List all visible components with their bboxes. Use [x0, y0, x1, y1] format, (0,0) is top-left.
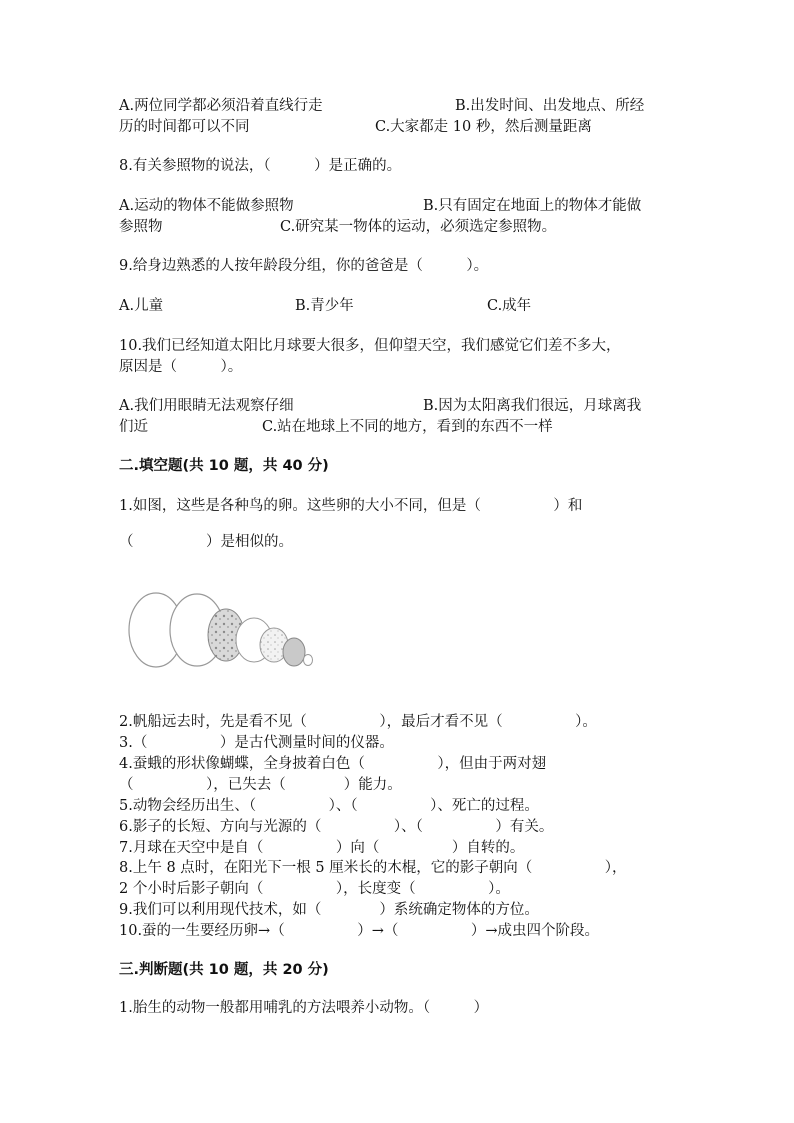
- fill-question-6: 6.影子的长短、方向与光源的（ ）、（ ）有关。: [119, 819, 554, 835]
- q10-option-c: C.站在地球上不同的地方，看到的东西不一样: [262, 419, 553, 435]
- fill-question-4: 4.蚕蛾的形状像蝴蝶，全身披着白色（ ），但由于两对翅: [119, 756, 547, 772]
- section-3-title: 三.判断题(共 10 题，共 20 分): [119, 962, 329, 978]
- q7-option-b: B.出发时间、出发地点、所经: [455, 98, 645, 114]
- question-10-continued: 原因是（ ）。: [119, 359, 243, 375]
- bird-eggs-illustration: [126, 590, 326, 672]
- q7-option-a: A.两位同学都必须沿着直线行走: [119, 98, 323, 114]
- fill-question-4-continued: （ ），已失去（ ）能力。: [119, 777, 402, 793]
- fill-question-9: 9.我们可以利用现代技术，如（ ）系统确定物体的方位。: [119, 902, 539, 918]
- fill-question-2: 2.帆船远去时，先是看不见（ ），最后才看不见（ ）。: [119, 714, 597, 730]
- q10-option-b-continued: 们近: [119, 419, 148, 435]
- fill-question-5: 5.动物会经历出生、（ ）、（ ）、死亡的过程。: [119, 798, 539, 814]
- fill-question-8: 8.上午 8 点时，在阳光下一根 5 厘米长的木棍，它的影子朝向（ ），: [119, 860, 627, 876]
- question-8: 8.有关参照物的说法，（ ）是正确的。: [119, 158, 402, 174]
- q8-option-c: C.研究某一物体的运动，必须选定参照物。: [280, 219, 557, 235]
- question-9: 9.给身边熟悉的人按年龄段分组，你的爸爸是（ ）。: [119, 258, 489, 274]
- question-10: 10.我们已经知道太阳比月球要大很多，但仰望天空，我们感觉它们差不多大，: [119, 338, 621, 354]
- fill-question-1-continued: （ ）是相似的。: [119, 534, 293, 550]
- fill-question-1: 1.如图，这些是各种鸟的卵。这些卵的大小不同，但是（ ）和: [119, 498, 583, 514]
- fill-question-8-continued: 2 个小时后影子朝向（ ），长度变（ ）。: [119, 881, 510, 897]
- fill-question-10: 10.蚕的一生要经历卵→（ ）→（ ）→成虫四个阶段。: [119, 923, 600, 939]
- fill-question-7: 7.月球在天空中是自（ ）向（ ）自转的。: [119, 840, 525, 856]
- egg-7: [304, 655, 313, 666]
- q7-option-c: C.大家都走 10 秒，然后测量距离: [375, 119, 592, 135]
- q9-option-c: C.成年: [487, 298, 532, 314]
- q9-option-a: A.儿童: [119, 298, 164, 314]
- q10-option-b: B.因为太阳离我们很远，月球离我: [423, 398, 642, 414]
- fill-question-3: 3.（ ）是古代测量时间的仪器。: [119, 735, 394, 751]
- q8-option-b: B.只有固定在地面上的物体才能做: [423, 198, 642, 214]
- egg-6: [283, 638, 305, 666]
- q9-option-b: B.青少年: [295, 298, 354, 314]
- q8-option-a: A.运动的物体不能做参照物: [119, 198, 294, 214]
- section-2-title: 二.填空题(共 10 题，共 40 分): [119, 458, 329, 474]
- q10-option-a: A.我们用眼睛无法观察仔细: [119, 398, 294, 414]
- q8-option-b-continued: 参照物: [119, 219, 163, 235]
- judge-question-1: 1.胎生的动物一般都用哺乳的方法喂养小动物。（ ）: [119, 1000, 489, 1016]
- q7-option-b-continued: 历的时间都可以不同: [119, 119, 250, 135]
